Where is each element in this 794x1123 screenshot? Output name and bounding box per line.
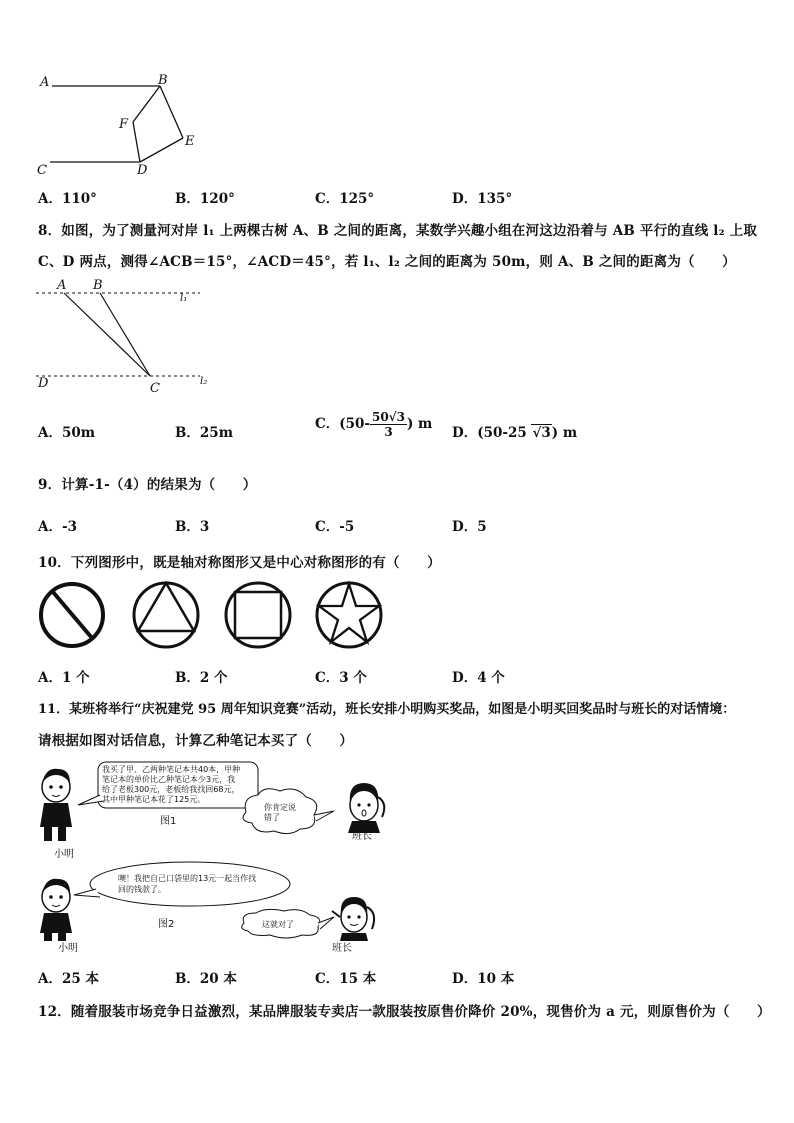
q11-bubble3-line1: 噢！我把自己口袋里的13元一起当作找 <box>118 874 257 883</box>
speech-bubble-1 <box>78 762 258 808</box>
q11-bubble1-line3: 给了老板300元，老板给我找回68元， <box>102 785 240 794</box>
q7-option-b: B．120° <box>175 191 235 207</box>
q8-label-A: A <box>57 278 67 293</box>
xiaoming-figure-2 <box>40 879 72 941</box>
q7-label-B: B <box>158 73 168 88</box>
xiaoming-figure-1 <box>40 769 72 841</box>
circle-with-triangle-shape <box>134 583 198 647</box>
q8-label-B: B <box>93 278 103 293</box>
q10-option-b: B．2 个 <box>175 670 228 686</box>
q11-dialogue-figure <box>34 757 394 957</box>
q11-bubble2-line2: 错了 <box>264 813 280 822</box>
circle-with-slash-shape <box>41 584 103 646</box>
q8-stem-line1: 8．如图，为了测量河对岸 l₁ 上两棵古树 A、B 之间的距离，某数学兴趣小组在河这边沿着与 AB 平行的直线 l₂ 上取 <box>38 223 758 239</box>
q9-option-c: C．-5 <box>315 519 355 535</box>
q11-bubble1-line2: 笔记本的单价比乙种笔记本少3元，我 <box>102 775 236 784</box>
circle-with-square-shape <box>226 583 290 647</box>
q9-stem: 9．计算-1-（4）的结果为（ ） <box>38 477 257 493</box>
q10-option-c: C．3 个 <box>315 670 367 686</box>
q8-option-c-numerator: 50√3 <box>372 410 405 424</box>
q7-label-C: C <box>37 163 47 178</box>
q10-option-a: A．1 个 <box>38 670 90 686</box>
q8-option-d-sqrt: √3 <box>532 425 551 441</box>
q11-xiaoming-label-2: 小明 <box>58 943 78 954</box>
circle-with-star-shape <box>317 583 381 647</box>
q8-option-a: A．50m <box>38 425 96 441</box>
q10-option-d: D．4 个 <box>452 670 505 686</box>
q7-label-E: E <box>185 134 195 149</box>
q8-stem-line2: C、D 两点，测得∠ACB＝15°，∠ACD＝45°，若 l₁、l₂ 之间的距离为 50m，则 A、B 之间的距离为（ ） <box>38 254 736 270</box>
q8-option-d-prefix: D．(50-25 <box>452 425 532 441</box>
q7-label-D: D <box>137 163 148 178</box>
q11-option-d: D．10 本 <box>452 971 515 987</box>
q8-option-d-suffix: ) m <box>551 425 578 441</box>
q10-figure <box>36 580 386 652</box>
monitor-figure-2 <box>332 897 374 941</box>
q12-stem: 12．随着服装市场竞争日益激烈，某品牌服装专卖店一款服装按原售价降价 20%，现售价为 a 元，则原售价为（ ） <box>38 1004 771 1020</box>
q11-monitor-label-1: 班长 <box>352 831 372 842</box>
monitor-figure-1 <box>348 783 384 833</box>
q8-option-c-fraction <box>370 410 407 439</box>
q8-option-d <box>452 421 577 441</box>
q11-xiaoming-label-1: 小明 <box>54 849 74 860</box>
q11-monitor-label-2: 班长 <box>332 943 352 954</box>
q11-bubble4-text: 这就对了 <box>262 920 294 929</box>
q8-label-l1: l₁ <box>180 293 188 304</box>
q8-option-c-suffix: ) m <box>406 416 433 432</box>
q11-stem-line2: 请根据如图对话信息，计算乙种笔记本买了（ ） <box>38 733 354 749</box>
q7-label-F: F <box>119 117 129 132</box>
q9-option-b: B．3 <box>175 519 210 535</box>
q11-option-c: C．15 本 <box>315 971 377 987</box>
q11-bubble2-line1: 你肯定说 <box>264 803 296 812</box>
q11-bubble1-line4: 其中甲种笔记本花了125元。 <box>102 795 206 804</box>
q11-caption-fig2: 图2 <box>158 919 175 930</box>
q8-option-c-prefix: C．(50- <box>315 416 371 432</box>
q7-figure <box>30 72 230 182</box>
q7-option-d: D．135° <box>452 191 513 207</box>
q7-label-A: A <box>40 75 50 90</box>
q8-label-l2: l₂ <box>200 376 208 387</box>
speech-bubble-4 <box>242 909 334 938</box>
q10-stem: 10．下列图形中，既是轴对称图形又是中心对称图形的有（ ） <box>38 555 441 571</box>
q8-option-c-denominator: 3 <box>384 425 393 439</box>
q9-option-d: D．5 <box>452 519 487 535</box>
q11-bubble1-line1: 我买了甲、乙两种笔记本共40本，甲种 <box>102 765 241 774</box>
q7-option-c: C．125° <box>315 191 375 207</box>
q8-label-C: C <box>150 381 160 396</box>
q7-option-a: A．110° <box>38 191 97 207</box>
q11-option-b: B．20 本 <box>175 971 237 987</box>
q8-option-b: B．25m <box>175 425 233 441</box>
q11-stem-line1: 11．某班将举行“庆祝建党 95 周年知识竞赛”活动，班长安排小明购买奖品，如图是小明买回奖品时与班长的对话情境： <box>38 702 736 717</box>
q8-option-c <box>315 410 432 439</box>
q8-label-D: D <box>38 376 49 391</box>
speech-bubble-2 <box>243 789 334 834</box>
q9-option-a: A．-3 <box>38 519 77 535</box>
q11-bubble3-line2: 回的钱款了。 <box>118 885 166 894</box>
q11-caption-fig1: 图1 <box>160 816 177 827</box>
q11-option-a: A．25 本 <box>38 971 99 987</box>
speech-bubble-3 <box>74 862 290 906</box>
q8-figure <box>30 276 230 396</box>
